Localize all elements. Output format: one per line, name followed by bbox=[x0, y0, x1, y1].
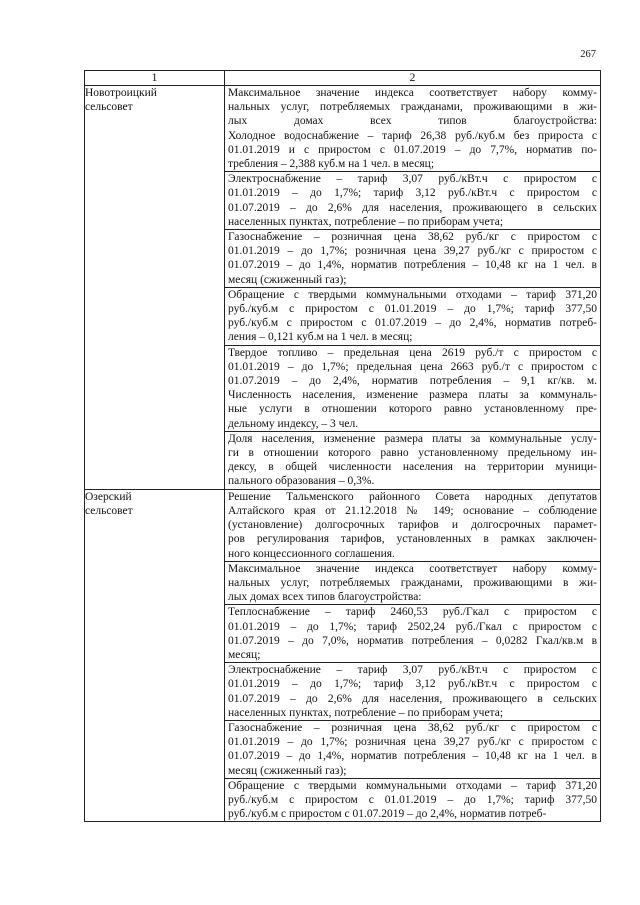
municipality-name-line: Озерский bbox=[85, 490, 132, 503]
text-line: лых домах всех типов благоустройства: bbox=[228, 115, 597, 128]
text-line: ги в отношении которого равно установленному предельному ин- bbox=[228, 447, 597, 460]
text-line: руб./куб.м с приростом с 01.01.2019 – до 1,7%; тариф 377,50 bbox=[228, 793, 597, 806]
text-line: месяц; bbox=[228, 648, 261, 661]
municipality-name-line: Новотроицкий bbox=[85, 87, 157, 99]
text-line: Электроснабжение – тариф 3,07 руб./кВт.ч с приростом с bbox=[228, 173, 597, 186]
text-line: Алтайского края от 21.12.2018 № 149; основание – соблюдение bbox=[228, 504, 597, 517]
description-paragraph bbox=[225, 779, 600, 822]
municipality-name-line: сельсовет bbox=[85, 504, 133, 517]
description-paragraph bbox=[225, 172, 600, 230]
text-line: 01.01.2019 и с приростом с 01.07.2019 – до 7,7%, норматив по- bbox=[228, 143, 597, 156]
text-line: Решение Тальменского районного Совета народных депутатов bbox=[228, 490, 597, 503]
description-paragraph bbox=[225, 663, 600, 721]
column-header-2: 2 bbox=[225, 71, 601, 86]
municipality-cell bbox=[85, 86, 225, 490]
text-line: Твердое топливо – предельная цена 2619 руб./т с приростом с bbox=[228, 346, 597, 359]
text-line: 01.07.2019 – до 2,6% для населения, проживающего в сельских bbox=[228, 692, 597, 705]
description-paragraph bbox=[225, 230, 600, 288]
text-line: ров регулирования тарифов, установленных в рамках заключен- bbox=[228, 533, 597, 546]
text-line: 01.07.2019 – до 1,4%, норматив потребления – 10,48 кг на 1 чел. в bbox=[228, 750, 597, 763]
index-table bbox=[84, 70, 601, 822]
text-line: 01.07.2019 – до 1,4%, норматив потребления – 10,48 кг на 1 чел. в bbox=[228, 259, 597, 272]
text-line: населенных пунктах, потребление – по приборам учета; bbox=[228, 215, 504, 228]
text-line: дельному индексу, – 3 чел. bbox=[228, 417, 359, 430]
text-line: нальных услуг, потребляемых гражданами, проживающими в жи- bbox=[228, 576, 597, 589]
text-line: (установление) долгосрочных тарифов и долгосрочных парамет- bbox=[228, 519, 597, 532]
text-line: ного концессионного соглашения. bbox=[228, 547, 395, 560]
description-paragraph bbox=[225, 432, 600, 489]
text-line: Газоснабжение – розничная цена 38,62 руб./кг с приростом с bbox=[228, 721, 597, 734]
description-cell bbox=[225, 489, 601, 822]
text-line: месяц (сжиженный газ); bbox=[228, 764, 347, 777]
text-line: 01.07.2019 – до 2,6% для населения, проживающего в сельских bbox=[228, 201, 597, 214]
text-line: 01.01.2019 – до 1,7%; предельная цена 2663 руб./т с приростом с bbox=[228, 360, 597, 373]
description-paragraph bbox=[225, 605, 600, 663]
description-cell bbox=[225, 86, 601, 490]
description-paragraph bbox=[225, 490, 600, 562]
text-line: 01.01.2019 – до 1,7%; розничная цена 39,27 руб./кг с приростом с bbox=[228, 736, 597, 749]
text-line: Максимальное значение индекса соответствует набору комму- bbox=[228, 562, 597, 575]
text-line: лых домах всех типов благоустройства: bbox=[228, 591, 422, 604]
page-number: 267 bbox=[580, 49, 596, 60]
description-paragraph bbox=[225, 288, 600, 346]
text-line: Теплоснабжение – тариф 2460,53 руб./Гкал с приростом с bbox=[228, 606, 597, 619]
text-line: 01.01.2019 – до 1,7%; тариф 3,12 руб./кВт.ч с приростом с bbox=[228, 678, 597, 691]
table-row bbox=[85, 489, 601, 822]
text-line: 01.07.2019 – до 2,4%, норматив потребления – 9,1 кг/кв. м. bbox=[228, 375, 597, 388]
text-line: населенных пунктах, потребление – по приборам учета; bbox=[228, 706, 504, 719]
description-paragraph bbox=[225, 721, 600, 779]
text-line: 01.01.2019 – до 1,7%; розничная цена 39,27 руб./кг с приростом с bbox=[228, 245, 597, 258]
text-line: Холодное водоснабжение – тариф 26,38 руб./куб.м без прироста с bbox=[228, 129, 597, 142]
text-line: нальных услуг, потребляемых гражданами, проживающими в жи- bbox=[228, 101, 597, 114]
text-line: Обращение с твердыми коммунальными отходами – тариф 371,20 bbox=[228, 779, 597, 792]
description-paragraph bbox=[225, 346, 600, 432]
text-line: Электроснабжение – тариф 3,07 руб./кВт.ч с приростом с bbox=[228, 664, 597, 677]
text-line: руб./куб.м с приростом с 01.01.2019 – до 1,7%; тариф 377,50 bbox=[228, 303, 597, 316]
text-line: ные услуги в отношении которого равно установленному пре- bbox=[228, 403, 597, 416]
column-header-1: 1 bbox=[85, 71, 225, 86]
municipality-cell bbox=[85, 489, 225, 822]
text-line: 01.01.2019 – до 1,7%; тариф 2502,24 руб./Гкал с приростом с bbox=[228, 620, 597, 633]
text-line: 01.01.2019 – до 1,7%; тариф 3,12 руб./кВт.ч с приростом с bbox=[228, 187, 597, 200]
text-line: руб./куб.м с приростом с 01.07.2019 – до 2,4%, норматив потреб- bbox=[228, 808, 547, 821]
description-paragraph bbox=[225, 86, 600, 172]
text-line: Газоснабжение – розничная цена 38,62 руб./кг с приростом с bbox=[228, 231, 597, 244]
table-body bbox=[85, 86, 601, 822]
text-line: пального образования – 0,3%. bbox=[228, 475, 375, 488]
text-line: Доля населения, изменение размера платы за коммунальные услу- bbox=[228, 432, 597, 445]
text-line: Максимальное значение индекса соответствует набору комму- bbox=[228, 87, 597, 99]
table-header-row bbox=[85, 71, 601, 86]
text-line: 01.07.2019 – до 7,0%, норматив потребления – 0,0282 Гкал/кв.м в bbox=[228, 634, 597, 647]
text-line: руб./куб.м с приростом с 01.07.2019 – до 2,4%, норматив потреб- bbox=[228, 317, 597, 330]
description-paragraph bbox=[225, 562, 600, 606]
text-line: месяц (сжиженный газ); bbox=[228, 273, 347, 286]
table-row bbox=[85, 86, 601, 490]
text-line: Численность населения, изменение размера платы за коммуналь- bbox=[228, 389, 597, 402]
text-line: дексу, в общей численности населения на территории муници- bbox=[228, 461, 597, 474]
municipality-name-line: сельсовет bbox=[85, 101, 133, 113]
text-line: требления – 2,388 куб.м на 1 чел. в месяц; bbox=[228, 158, 435, 171]
text-line: Обращение с твердыми коммунальными отходами – тариф 371,20 bbox=[228, 288, 597, 301]
text-line: ления – 0,121 куб.м на 1 чел. в месяц; bbox=[228, 331, 413, 344]
